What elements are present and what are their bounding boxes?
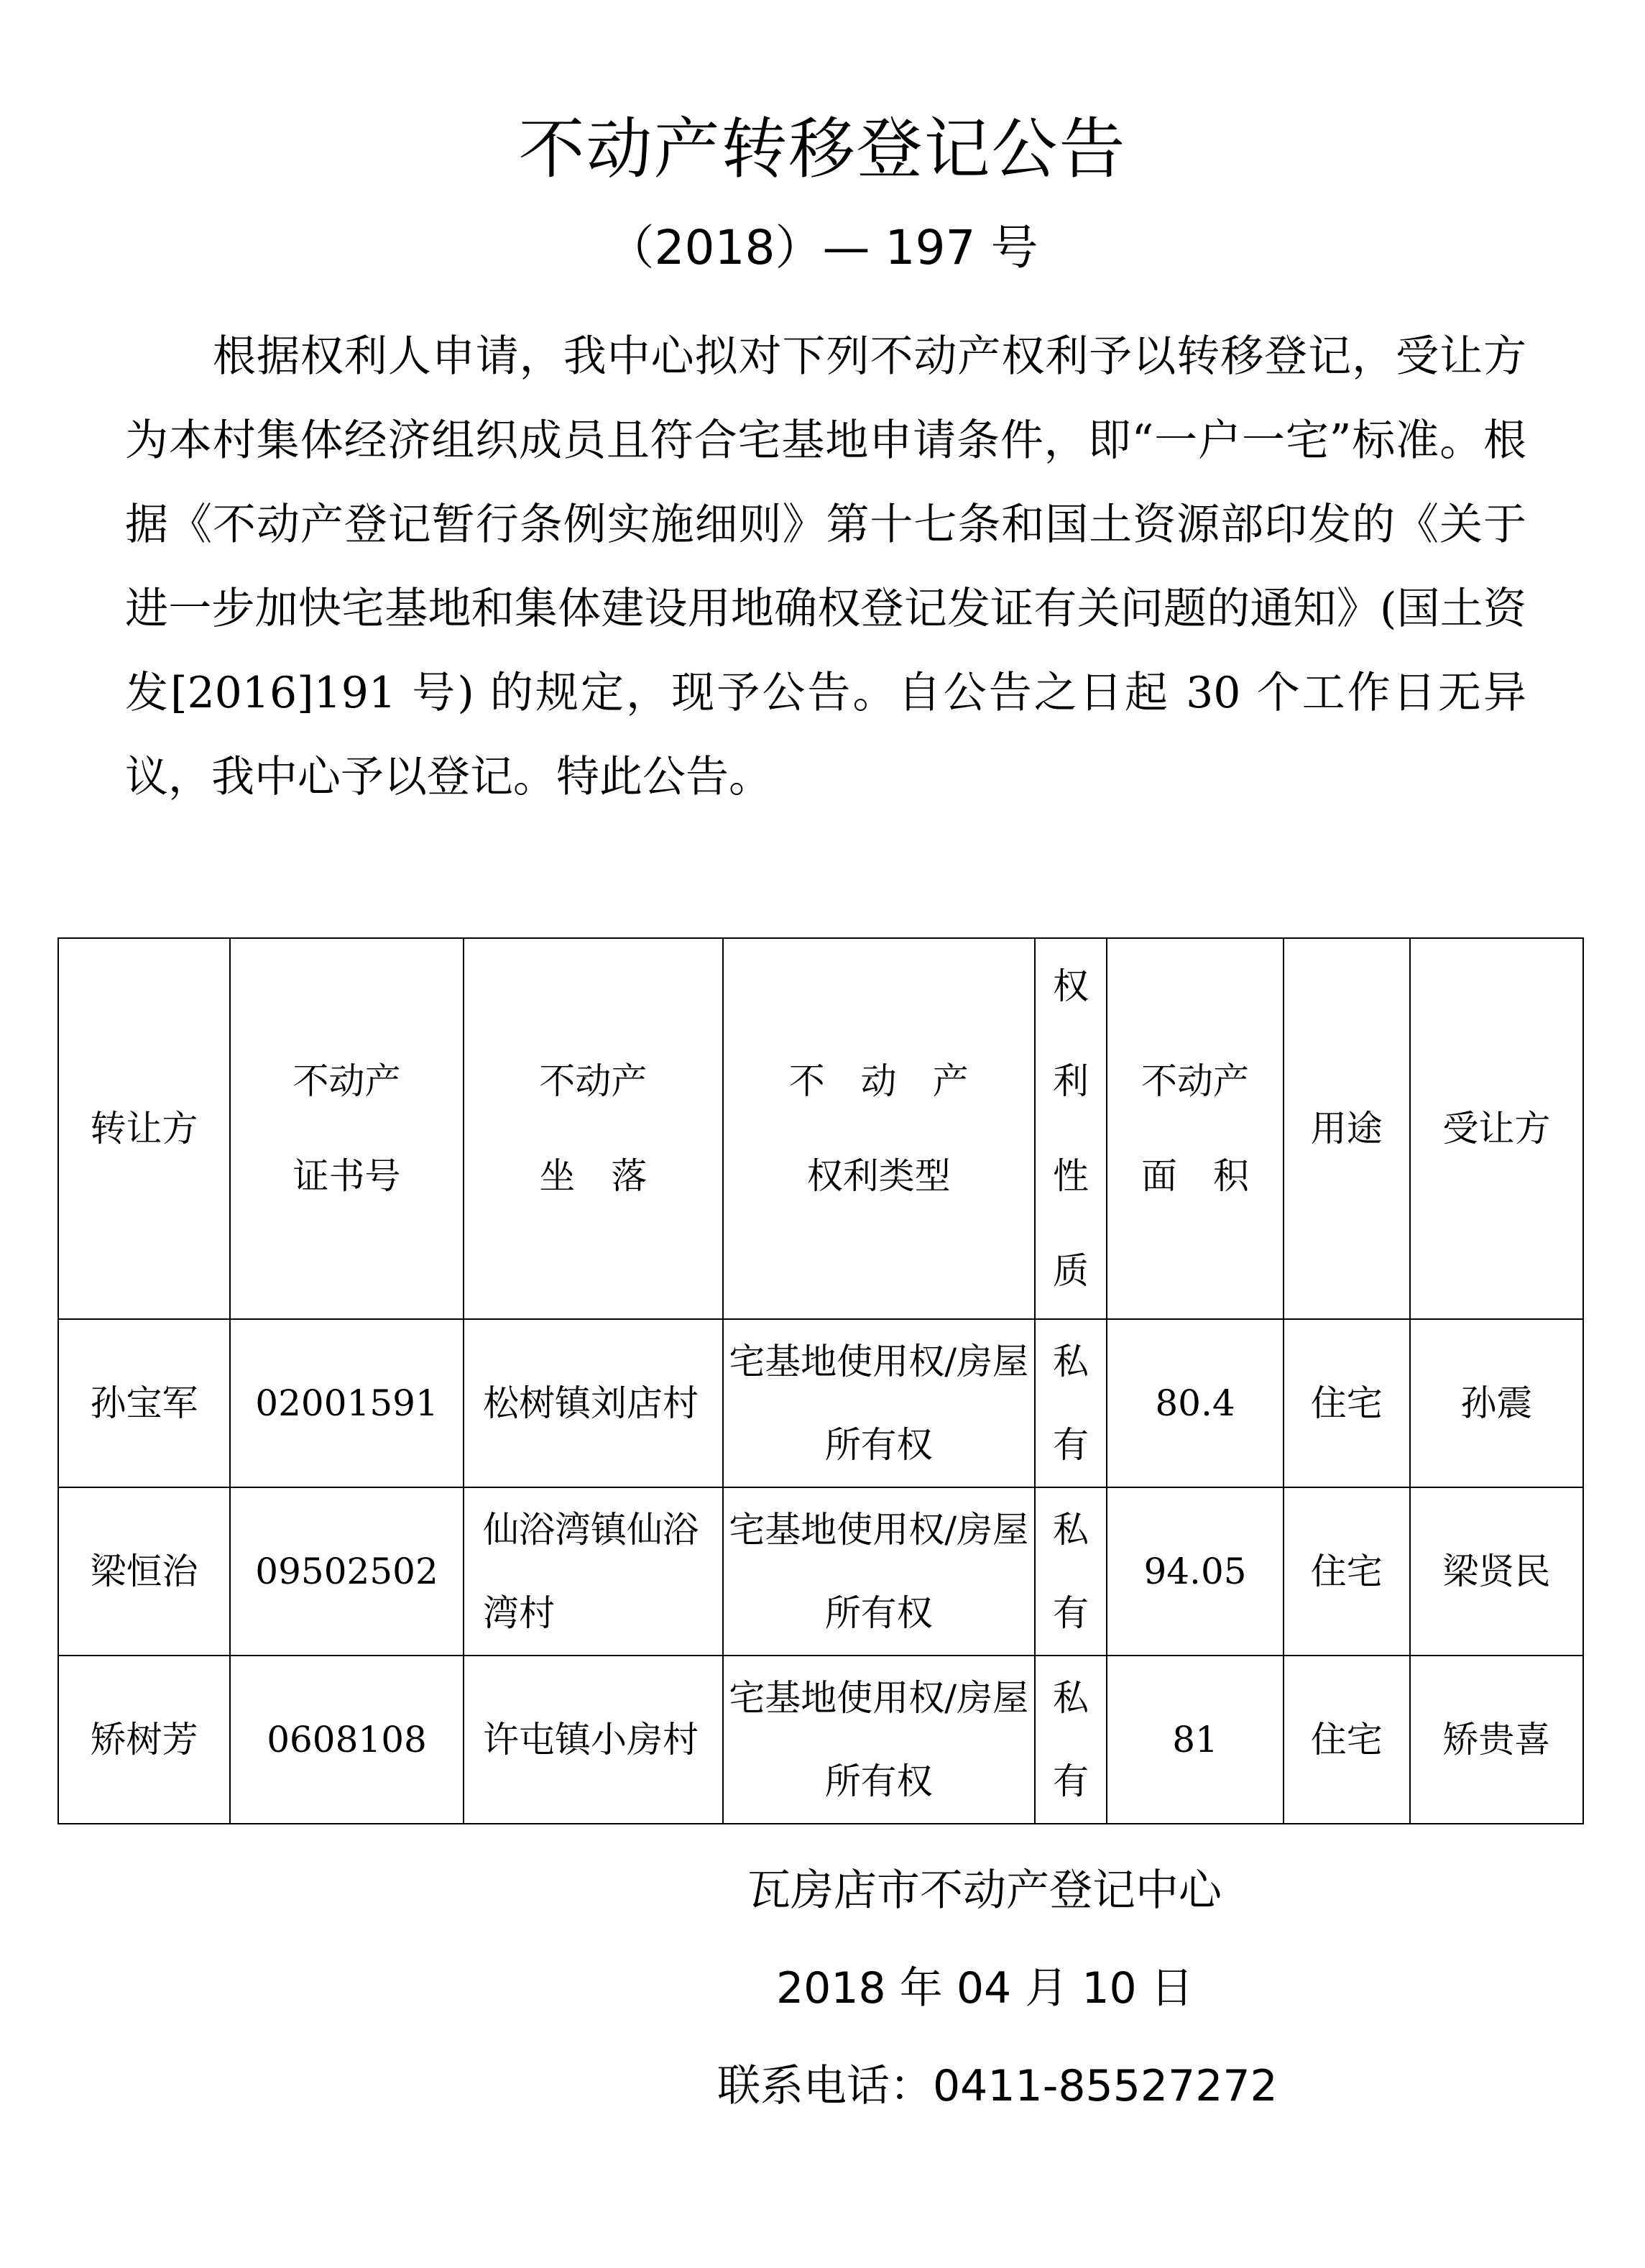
cell-nature: 私有 [1035, 1487, 1107, 1656]
cell-cert-no: 09502502 [230, 1487, 464, 1656]
header-nature-line-1: 权利 [1053, 965, 1089, 1102]
cell-transferor: 梁恒治 [58, 1487, 230, 1656]
cell-location: 仙浴湾镇仙浴湾村 [464, 1487, 723, 1656]
cell-usage: 住宅 [1284, 1319, 1410, 1487]
transfer-records-table [57, 937, 1584, 1824]
cell-right-type: 宅基地使用权/房屋所有权 [723, 1319, 1035, 1487]
cell-area: 80.4 [1107, 1319, 1283, 1487]
header-area [1107, 938, 1283, 1319]
header-right-type-line-2: 权利类型 [806, 1155, 951, 1197]
issue-date: 2018 年 04 月 10 日 [776, 1963, 1194, 2014]
cell-transferor: 矫树芳 [58, 1656, 230, 1824]
header-transferor [58, 938, 230, 1319]
cell-usage: 住宅 [1284, 1487, 1410, 1656]
cell-transferee: 矫贵喜 [1410, 1656, 1583, 1824]
table-row [58, 1656, 1583, 1824]
cell-transferee: 梁贤民 [1410, 1487, 1583, 1656]
header-usage [1284, 938, 1410, 1319]
notice-title: 不动产转移登记公告 [518, 111, 1127, 188]
cell-area: 81 [1107, 1656, 1283, 1824]
cell-area: 94.05 [1107, 1487, 1283, 1656]
cell-cert-no: 0608108 [230, 1656, 464, 1824]
cell-cert-no: 02001591 [230, 1319, 464, 1487]
cell-usage: 住宅 [1284, 1656, 1410, 1824]
table-row [58, 1487, 1583, 1656]
cell-right-type: 宅基地使用权/房屋所有权 [723, 1656, 1035, 1824]
header-location [464, 938, 723, 1319]
header-usage-line: 用途 [1310, 1108, 1383, 1149]
cell-transferor: 孙宝军 [58, 1319, 230, 1487]
header-nature [1035, 938, 1107, 1319]
cell-right-type: 宅基地使用权/房屋所有权 [723, 1487, 1035, 1656]
header-transferee-line: 受让方 [1442, 1108, 1551, 1149]
header-cert-no-line-2: 证书号 [292, 1155, 401, 1197]
notice-body: 根据权利人申请，我中心拟对下列不动产权利予以转移登记，受让方为本村集体经济组织成员且符合宅基地申请条件，即“一户一宅”标准。根据《不动产登记暂行条例实施细则》第十七条和国土资源部印发的《关于进一步加快宅基地和集体建设用地确权登记发证有关问题的通知》(国土资发[2016]191 号) 的规定，现予公告。自公告之日起 30 个工作日无异议，我中心予以登记。特此公告。 [125, 331, 1526, 802]
cell-location: 松树镇刘店村 [464, 1319, 723, 1487]
header-right-type [723, 938, 1035, 1319]
header-cert-no-line-1: 不动产 [292, 1060, 401, 1102]
header-location-line-2: 坐 落 [539, 1155, 648, 1197]
header-transferee [1410, 938, 1583, 1319]
cell-nature: 私有 [1035, 1656, 1107, 1824]
header-area-line-1: 不动产 [1141, 1060, 1249, 1102]
header-location-line-1: 不动产 [539, 1060, 648, 1102]
header-cert-no [230, 938, 464, 1319]
cell-location: 许屯镇小房村 [464, 1656, 723, 1824]
table-header-row [58, 938, 1583, 1319]
header-nature-line-2: 性质 [1053, 1155, 1089, 1292]
document-number: （2018）— 197 号 [607, 220, 1038, 275]
cell-nature: 私有 [1035, 1319, 1107, 1487]
issuing-organization: 瓦房店市不动产登记中心 [747, 1865, 1222, 1916]
header-area-line-2: 面 积 [1141, 1155, 1249, 1197]
table-row [58, 1319, 1583, 1487]
contact-phone: 联系电话：0411-85527272 [717, 2061, 1278, 2111]
cell-transferee: 孙震 [1410, 1319, 1583, 1487]
header-right-type-line-1: 不 动 产 [788, 1060, 969, 1102]
header-transferor-line: 转让方 [90, 1108, 198, 1149]
